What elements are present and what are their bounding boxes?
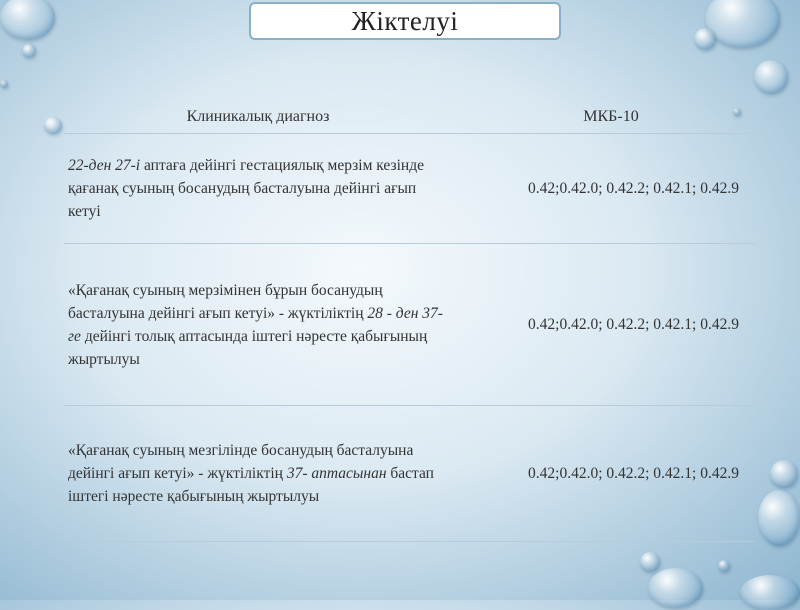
icd10-cell: 0.42;0.42.0; 0.42.2; 0.42.1; 0.42.9 <box>528 315 739 333</box>
table-row <box>64 406 755 542</box>
diagnosis-cell <box>64 154 452 223</box>
classification-table <box>64 100 755 542</box>
water-drop-icon <box>22 44 36 58</box>
water-drop-icon <box>705 0 780 48</box>
diagnosis-text-italic: 28 - ден 37-ге <box>68 304 443 345</box>
diagnosis-text-italic: 37- аптасынан <box>286 465 387 482</box>
diagnosis-text: аптаға дейінгі гестациялық мерзім кезінде қағанақ суының босанудың басталуына дейінгі ағып кетуі <box>68 157 424 220</box>
slide-title-text: Жіктелуі <box>351 5 459 36</box>
diagnosis-text: «Қағанақ суының мезгілінде босанудың басталуына дейінгі ағып кетуі» - жүктіліктің <box>68 442 414 482</box>
diagnosis-cell <box>64 439 452 508</box>
water-drop-icon <box>44 117 62 134</box>
water-drop-icon <box>758 490 800 546</box>
water-drop-icon <box>0 80 8 88</box>
water-drop-icon <box>718 560 730 572</box>
icd10-cell: 0.42;0.42.0; 0.42.2; 0.42.1; 0.42.9 <box>528 464 739 482</box>
water-drop-icon <box>694 28 716 50</box>
table-row <box>64 134 755 244</box>
diagnosis-text-italic: 22-ден 27-і <box>68 157 141 174</box>
diagnosis-text: дейінгі толық аптасында іштегі нәресте қабығының жыртылуы <box>68 327 428 368</box>
water-drop-icon <box>648 568 703 608</box>
water-drop-icon <box>740 575 800 610</box>
water-drop-icon <box>770 460 798 488</box>
water-drop-icon <box>640 552 660 572</box>
diagnosis-text: «Қағанақ суының мерзімінен бұрын босанудың басталуына дейінгі ағып кетуі» - жүктіліктің <box>68 281 383 322</box>
table-row <box>64 244 755 406</box>
diagnosis-text: бастап іштегі нәресте қабығының жыртылуы <box>68 465 434 505</box>
water-drop-icon <box>754 60 788 94</box>
table-header <box>64 100 755 134</box>
header-icd10: МКБ-10 <box>583 107 639 125</box>
header-diagnosis: Клиникалық диагноз <box>186 107 330 125</box>
slide-title <box>249 2 561 40</box>
diagnosis-cell <box>64 279 452 371</box>
icd10-cell: 0.42;0.42.0; 0.42.2; 0.42.1; 0.42.9 <box>528 179 739 197</box>
water-drop-icon <box>0 0 55 40</box>
